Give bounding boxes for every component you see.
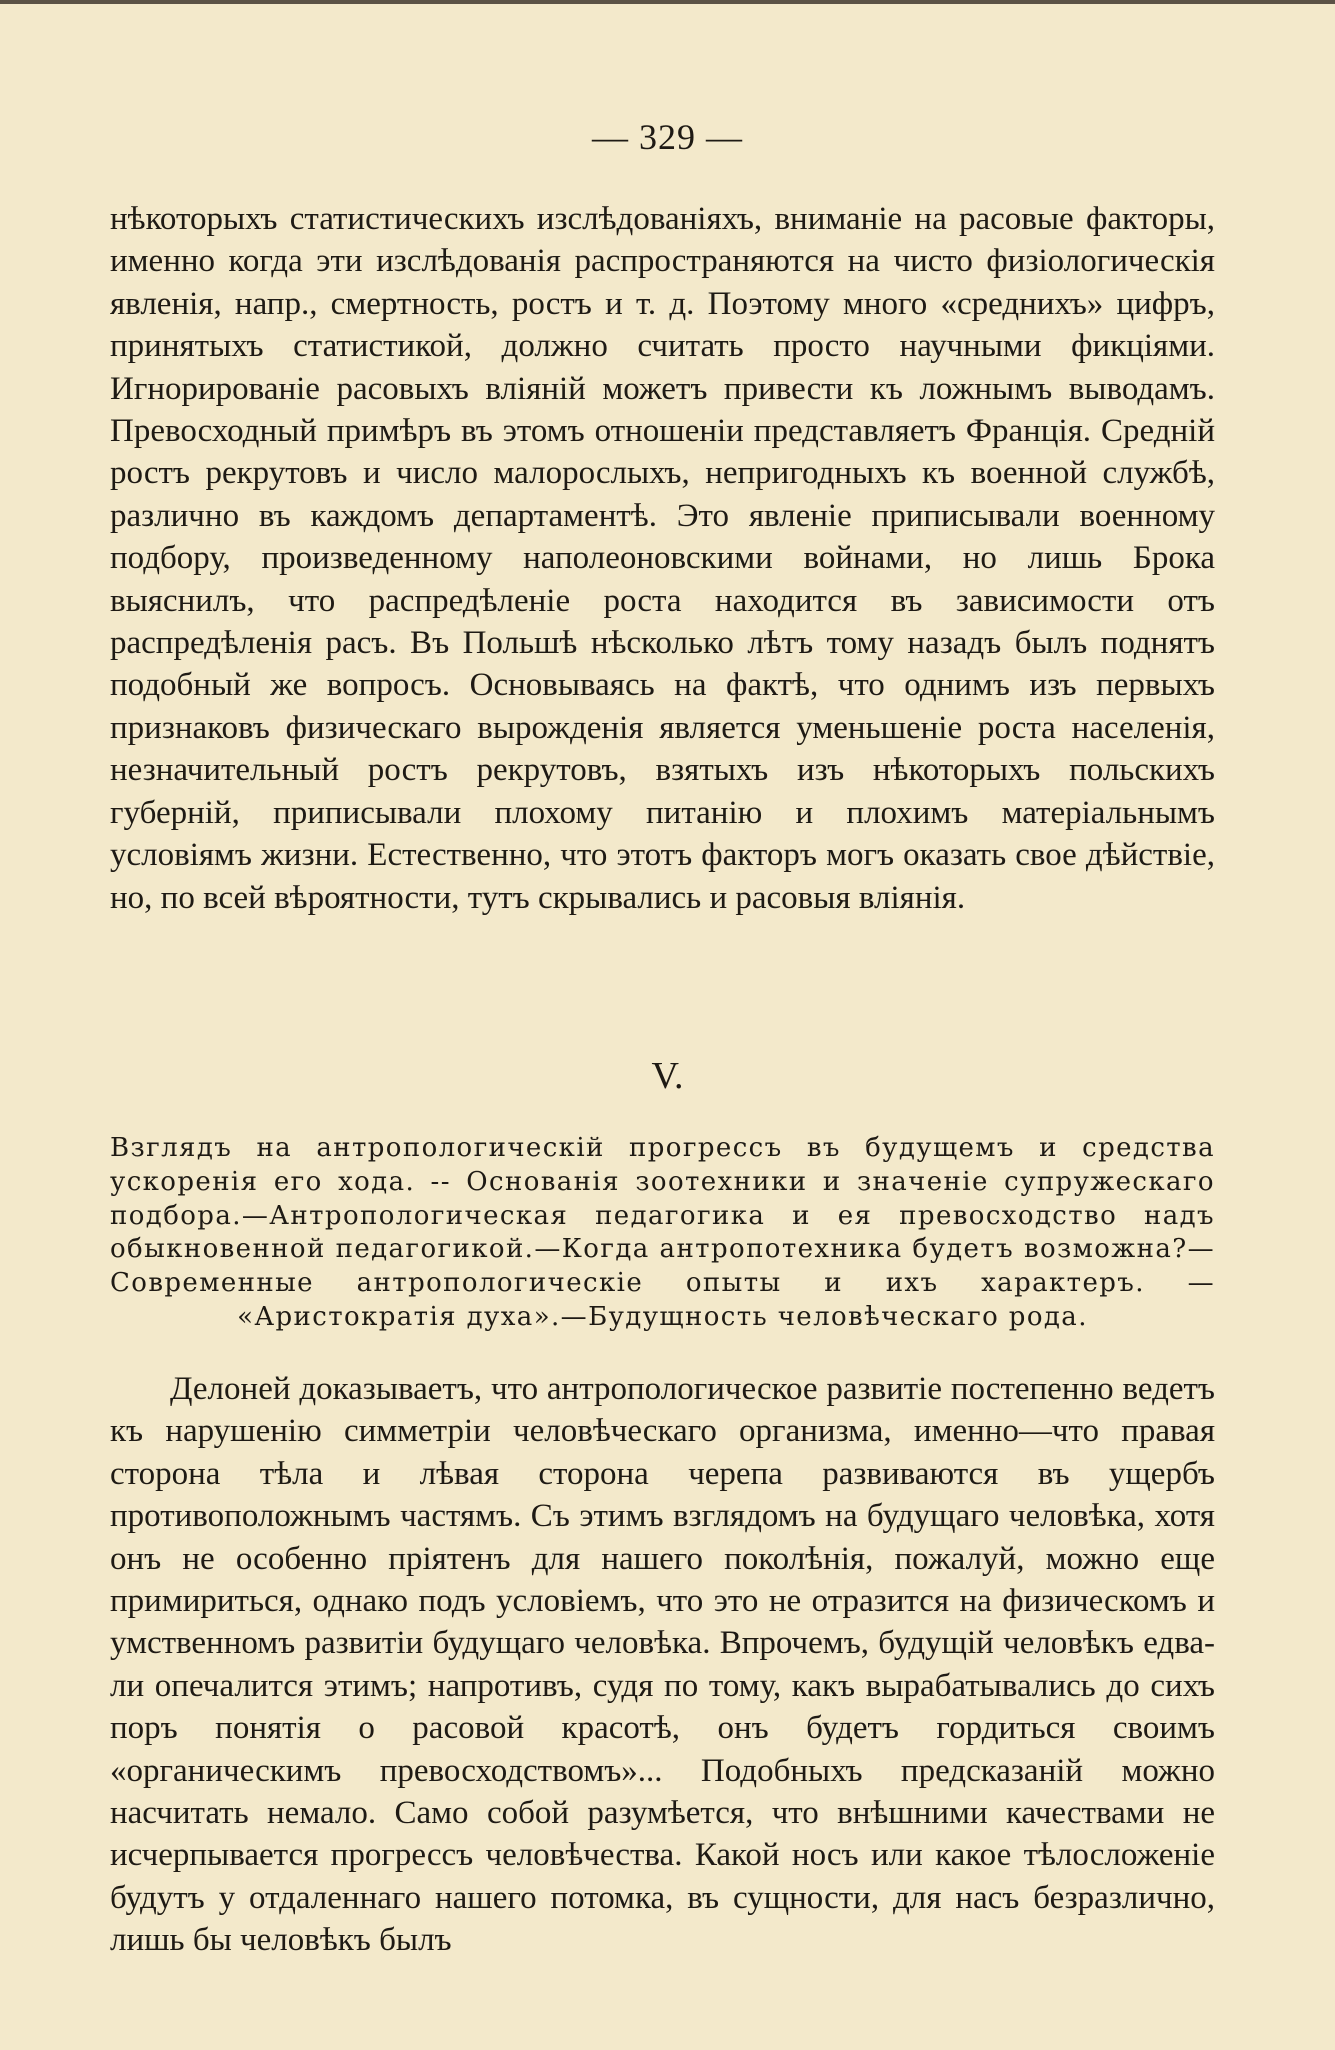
text-block-1 [110, 198, 1215, 919]
text-block-2 [110, 1368, 1215, 1962]
chapter-number: V. [651, 1055, 684, 1097]
paragraph-2: Делоней доказываетъ, что антропологическое развитіе постепенно ведетъ къ нарушенію симметріи человѣческаго организма, именно—что правая сторона тѣла и лѣвая сторона черепа развиваются въ ущербъ противоположнымъ частямъ. Съ этимъ взглядомъ на будущаго человѣка, хотя онъ не особенно пріятенъ для нашего поколѣнія, пожалуй, можно еще примириться, однако подъ условіемъ, что это не отразится на физическомъ и умственномъ развитіи будущаго человѣка. Впрочемъ, будущій человѣкъ едва-ли опечалится этимъ; напротивъ, судя по тому, какъ вырабатывались до сихъ поръ понятія о расовой красотѣ, онъ будетъ гордиться своимъ «органическимъ превосходствомъ»... Подобныхъ предсказаній можно насчитать немало. Само собой разумѣется, что внѣшними качествами не исчерпывается прогрессъ человѣчества. Какой носъ или какое тѣлосложеніе будутъ у отдаленнаго нашего потомка, въ сущности, для насъ безразлично, лишь бы человѣкъ былъ [110, 1371, 1215, 1959]
chapter-summary: Взглядъ на антропологическій прогрессъ въ будущемъ и средства ускоренія его хода. -- Основанія зоотехники и значеніе супружескаго подбора.—Антропологическая педагогика и ея превосходство надъ обыкновенной педагогикой.—Когда антропотехника будетъ возможна?—Современные антропологическіе опыты и ихъ характеръ. — «Аристократія духа».—Будущность человѣческаго рода. [110, 1133, 1215, 1332]
page-number: — 329 — [592, 117, 743, 157]
paragraph-1: нѣкоторыхъ статистическихъ изслѣдованіяхъ, вниманіе на расовые факторы, именно когда эти изслѣдованія распространяются на чисто физіологическія явленія, напр., смертность, ростъ и т. д. Поэтому много «среднихъ» цифръ, принятыхъ статистикой, должно считать просто научными фикціями. Игнорированіе расовыхъ вліяній можетъ привести къ ложнымъ выводамъ. Превосходный примѣръ въ этомъ отношеніи представляетъ Франція. Средній ростъ рекрутовъ и число малорослыхъ, непригодныхъ къ военной службѣ, различно въ каждомъ департаментѣ. Это явленіе приписывали военному подбору, произведенному наполеоновскими войнами, но лишь Брока выяснилъ, что распредѣленіе роста находится въ зависимости отъ распредѣленія расъ. Въ Польшѣ нѣсколько лѣтъ тому назадъ былъ поднятъ подобный же вопросъ. Основываясь на фактѣ, что однимъ изъ первыхъ признаковъ физическаго вырожденія является уменьшеніе роста населенія, незначительный ростъ рекрутовъ, взятыхъ изъ нѣкоторыхъ польскихъ губерній, приписывали плохому питанію и плохимъ матеріальнымъ условіямъ жизни. Естественно, что этотъ факторъ могъ оказать свое дѣйствіе, но, по всей вѣроятности, тутъ скрывались и расовыя вліянія. [110, 201, 1215, 916]
